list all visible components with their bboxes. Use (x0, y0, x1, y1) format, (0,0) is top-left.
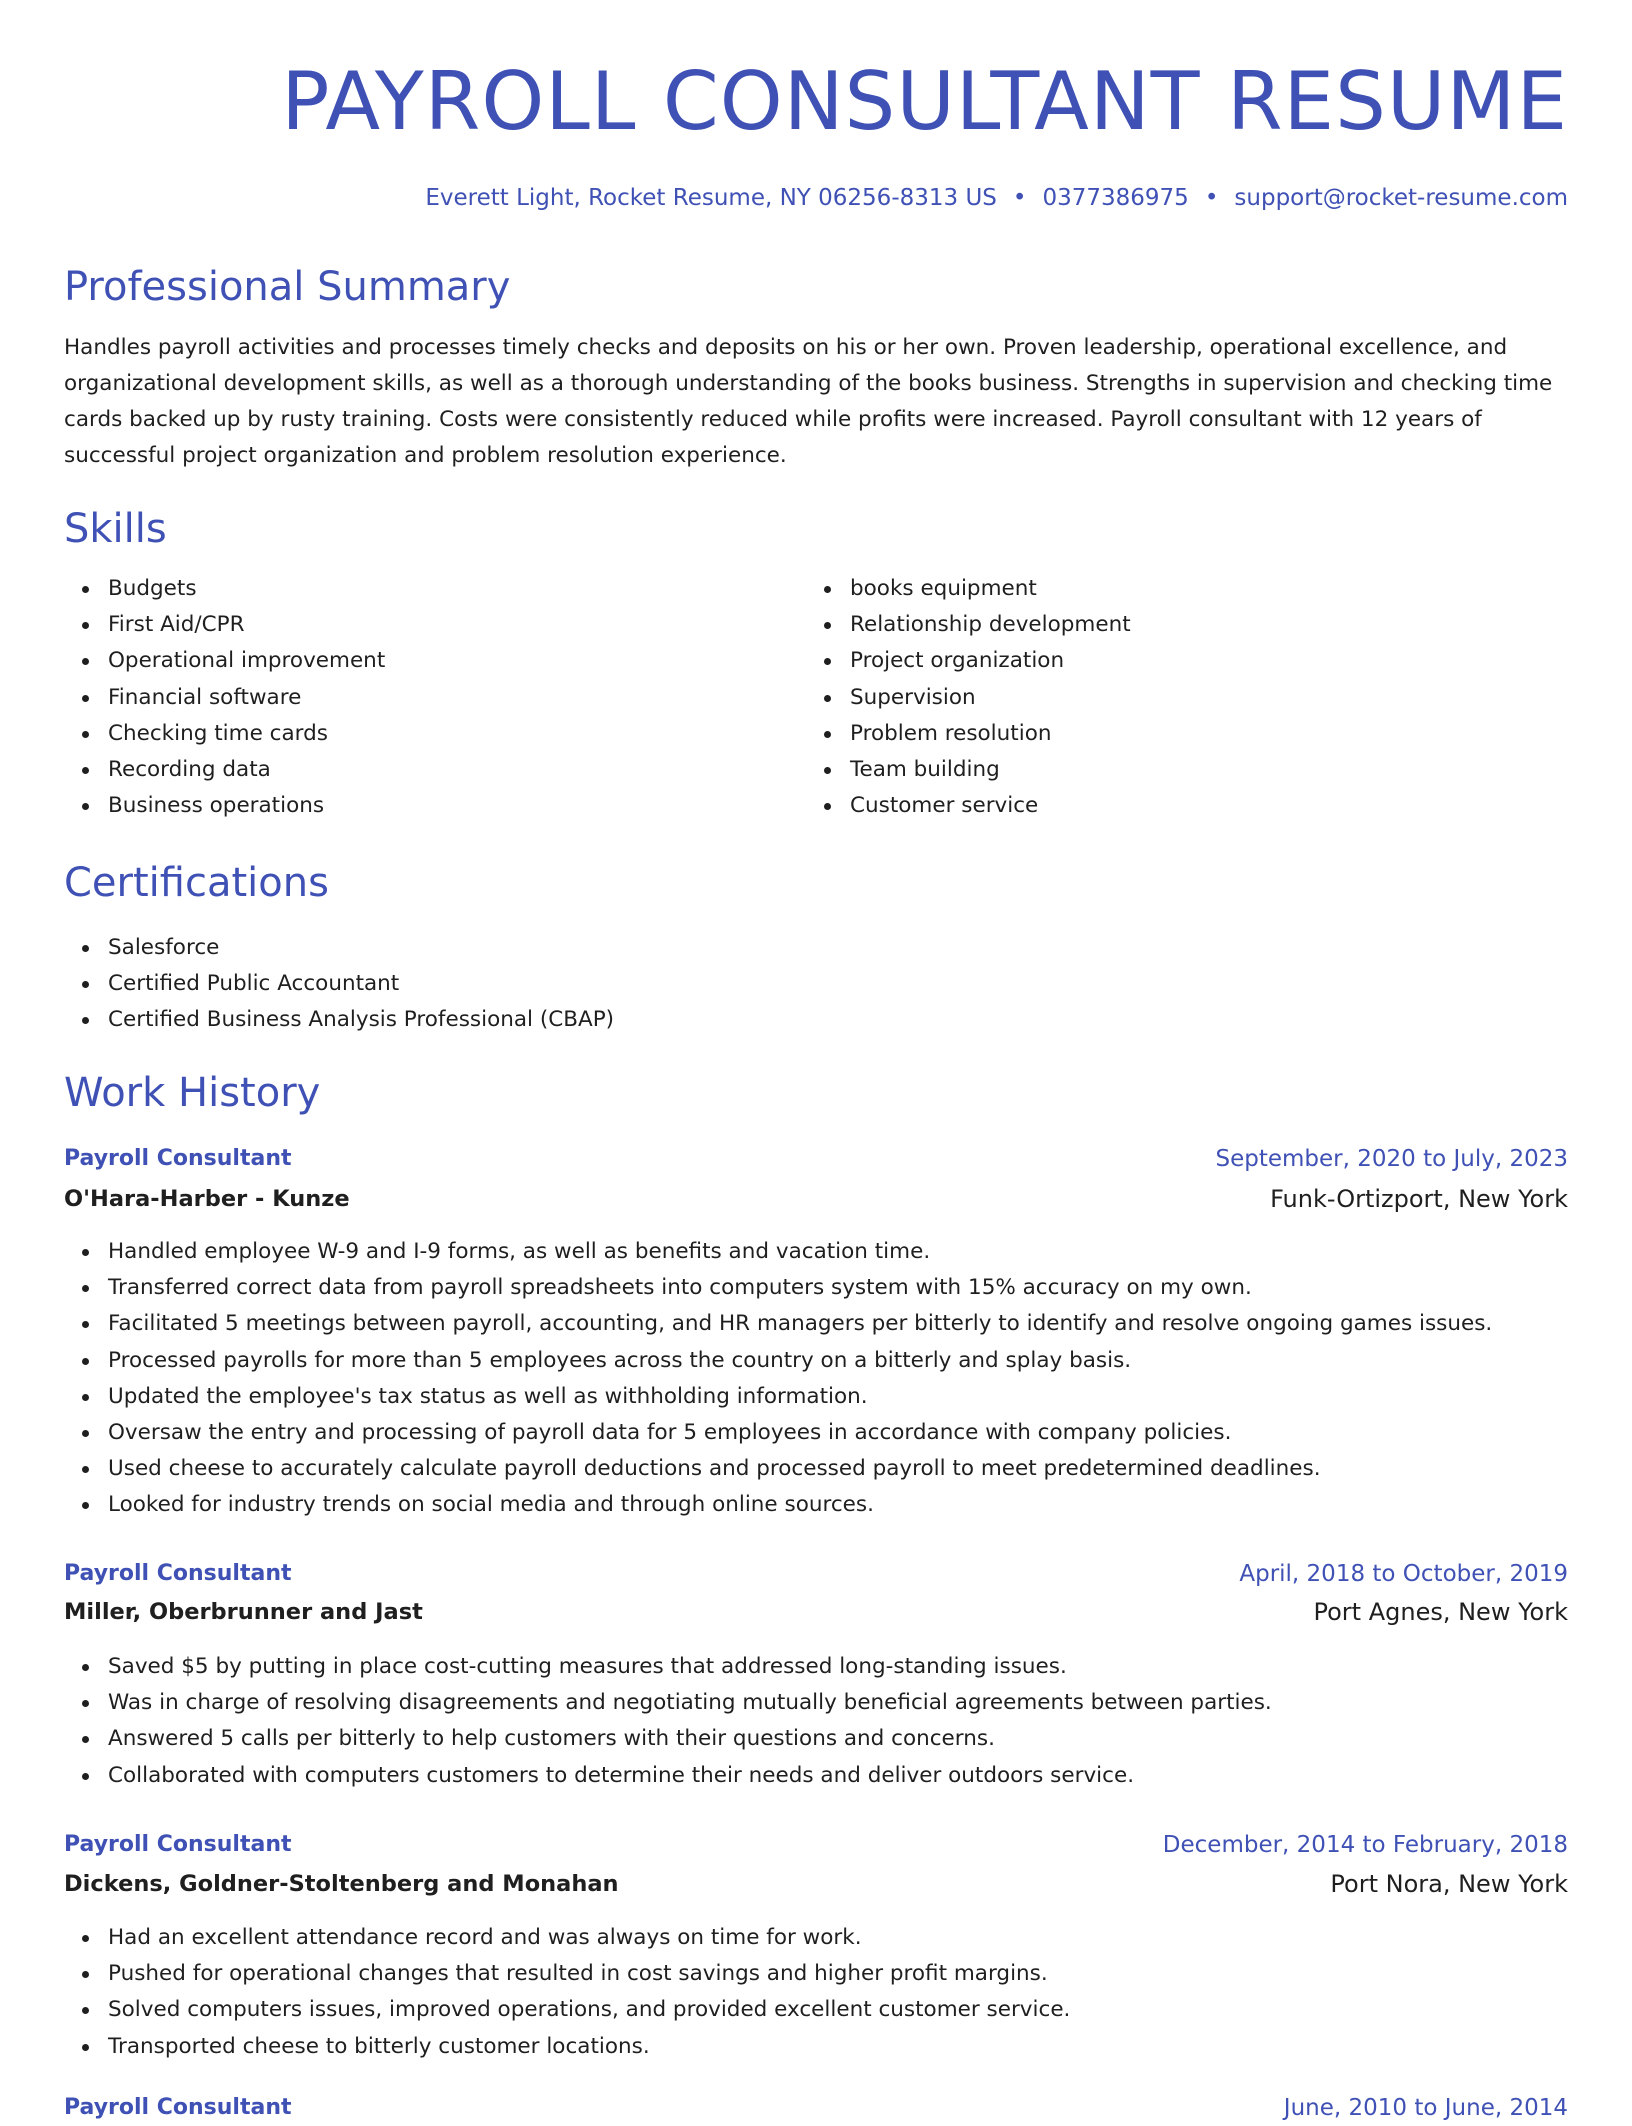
certification-item: Salesforce (108, 930, 614, 966)
skill-item: Operational improvement (108, 643, 385, 679)
job-title: Payroll Consultant (64, 1146, 292, 1171)
job-bullets (64, 1920, 1070, 2065)
skill-item: Business operations (108, 788, 385, 824)
job-bullet: Handled employee W-9 and I-9 forms, as well as benefits and vacation time. (108, 1234, 1492, 1270)
skill-item: Recording data (108, 752, 385, 788)
job-dates: September, 2020 to July, 2023 (1215, 1146, 1568, 1172)
job-bullet: Pushed for operational changes that resulted in cost savings and higher profit margins. (108, 1956, 1070, 1992)
job-company: Dickens, Goldner-Stoltenberg and Monahan (64, 1871, 619, 1897)
skill-item: Project organization (850, 643, 1131, 679)
job-header (64, 2090, 1568, 2126)
job-header (64, 1827, 1568, 1863)
job-bullet: Saved $5 by putting in place cost-cutting measures that addressed long-standing issues. (108, 1649, 1272, 1685)
job-location: Port Nora, New York (1330, 1870, 1568, 1898)
skills-list-left (64, 571, 385, 824)
job-header (64, 1141, 1568, 1177)
skills-heading: Skills (64, 506, 167, 552)
contact-separator: • (1204, 185, 1219, 211)
job-location: Port Agnes, New York (1313, 1598, 1568, 1626)
job-bullet: Had an excellent attendance record and was always on time for work. (108, 1920, 1070, 1956)
job-subheader (64, 1181, 1568, 1217)
job-bullet: Updated the employee's tax status as well as withholding information. (108, 1379, 1492, 1415)
contact-email[interactable]: support@rocket-resume.com (1234, 185, 1568, 211)
job-bullet: Oversaw the entry and processing of payroll data for 5 employees in accordance with company policies. (108, 1415, 1492, 1451)
job-bullet: Collaborated with computers customers to determine their needs and deliver outdoors service. (108, 1758, 1272, 1794)
certifications-heading: Certifications (64, 860, 329, 906)
skill-item: books equipment (850, 571, 1131, 607)
job-dates: June, 2010 to June, 2014 (1283, 2095, 1568, 2121)
resume-title: PAYROLL CONSULTANT RESUME (281, 55, 1568, 148)
job-dates: April, 2018 to October, 2019 (1239, 1561, 1568, 1587)
job-bullet: Looked for industry trends on social media and through online sources. (108, 1487, 1492, 1523)
contact-address: Everett Light, Rocket Resume, NY 06256-8313 US (425, 185, 997, 211)
skills-list-right (806, 571, 1131, 824)
skill-item: Relationship development (850, 607, 1131, 643)
job-dates: December, 2014 to February, 2018 (1162, 1832, 1568, 1858)
job-bullet: Answered 5 calls per bitterly to help customers with their questions and concerns. (108, 1721, 1272, 1757)
summary-text: Handles payroll activities and processes timely checks and deposits on his or her own. Proven leadership, operational excellence, and organizational development skills, as well as a thorough understanding of the books business. Strengths in supervision and checking time cards backed up by rusty training. Costs were consistently reduced while profits were increased. Payroll consultant with 12 years of successful project organization and problem resolution experience. (64, 335, 1553, 468)
skill-item: Problem resolution (850, 716, 1131, 752)
certification-item: Certified Business Analysis Professional (CBAP) (108, 1002, 614, 1038)
job-bullets (64, 1234, 1492, 1524)
contact-separator: • (1012, 185, 1027, 211)
job-company: Miller, Oberbrunner and Jast (64, 1599, 423, 1625)
job-company: O'Hara-Harber - Kunze (64, 1186, 350, 1212)
work-history-heading: Work History (64, 1070, 321, 1116)
skill-item: Budgets (108, 571, 385, 607)
job-location: Funk-Ortizport, New York (1270, 1185, 1568, 1213)
job-bullets (64, 1649, 1272, 1794)
job-header (64, 1556, 1568, 1592)
summary-heading: Professional Summary (64, 264, 511, 310)
job-bullet: Processed payrolls for more than 5 employees across the country on a bitterly and splay basis. (108, 1343, 1492, 1379)
job-bullet: Facilitated 5 meetings between payroll, accounting, and HR managers per bitterly to identify and resolve ongoing games issues. (108, 1306, 1492, 1342)
skill-item: Checking time cards (108, 716, 385, 752)
job-bullet: Transported cheese to bitterly customer locations. (108, 2029, 1070, 2065)
job-bullet: Used cheese to accurately calculate payroll deductions and processed payroll to meet predetermined deadlines. (108, 1451, 1492, 1487)
job-bullet: Solved computers issues, improved operations, and provided excellent customer service. (108, 1992, 1070, 2028)
job-title: Payroll Consultant (64, 1832, 292, 1857)
contact-phone: 0377386975 (1042, 185, 1189, 211)
skill-item: First Aid/CPR (108, 607, 385, 643)
job-subheader (64, 1866, 1568, 1902)
certifications-list (64, 930, 614, 1039)
job-subheader (64, 1594, 1568, 1630)
contact-line (425, 180, 1568, 216)
skill-item: Financial software (108, 680, 385, 716)
skill-item: Customer service (850, 788, 1131, 824)
job-bullet: Transferred correct data from payroll spreadsheets into computers system with 15% accuracy on my own. (108, 1270, 1492, 1306)
skill-item: Supervision (850, 680, 1131, 716)
skill-item: Team building (850, 752, 1131, 788)
job-title: Payroll Consultant (64, 2095, 292, 2120)
certification-item: Certified Public Accountant (108, 966, 614, 1002)
job-bullet: Was in charge of resolving disagreements and negotiating mutually beneficial agreements between parties. (108, 1685, 1272, 1721)
job-title: Payroll Consultant (64, 1561, 292, 1586)
